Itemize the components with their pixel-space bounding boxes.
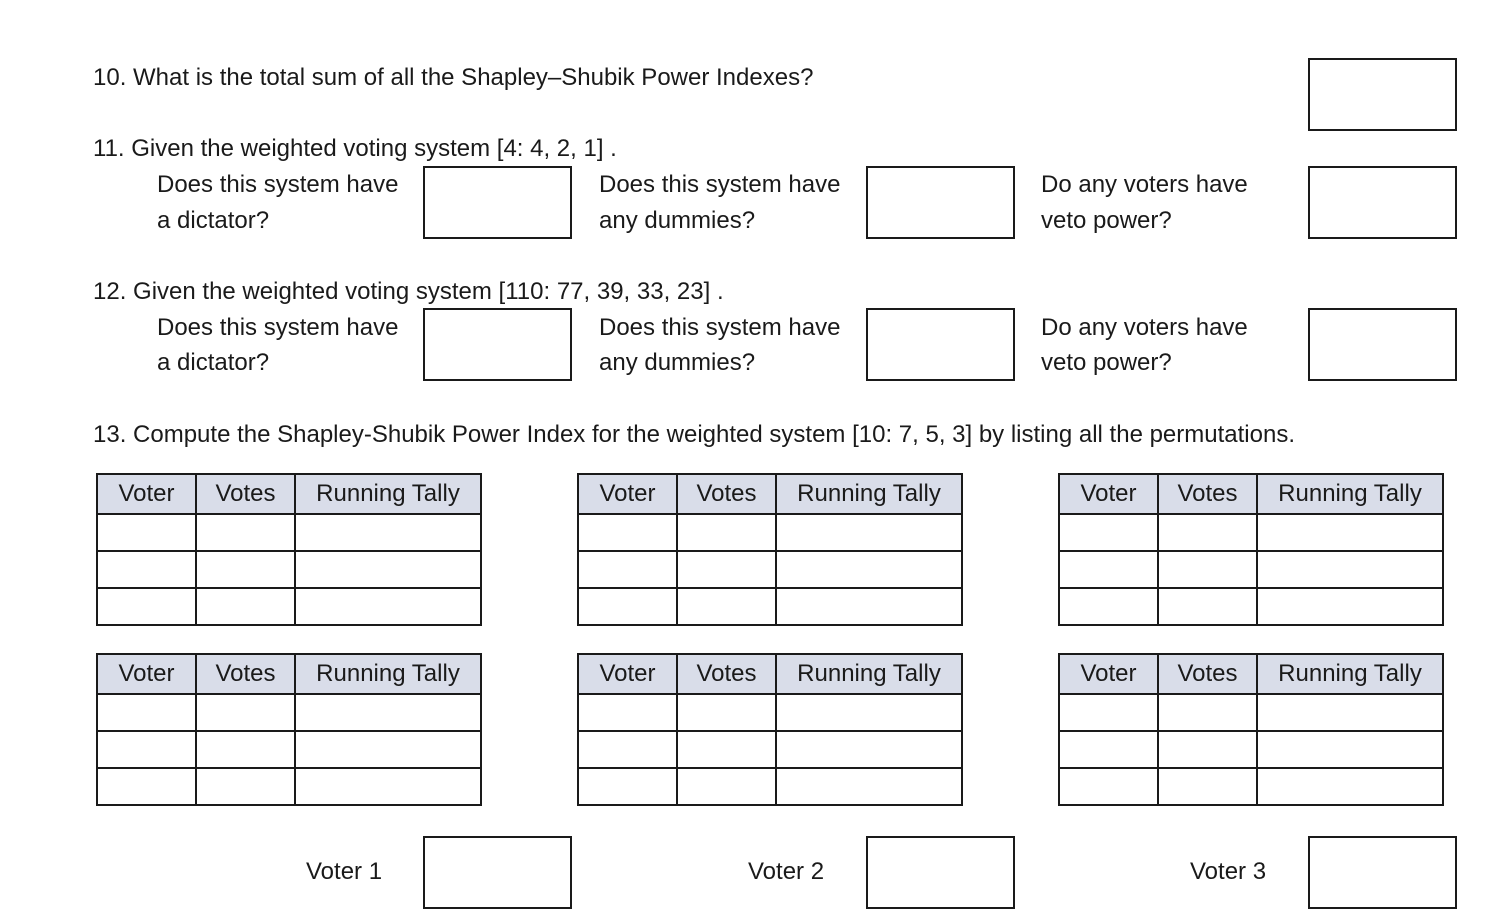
answer-box-q11-dummies[interactable] — [866, 166, 1015, 239]
table-cell[interactable] — [776, 694, 962, 731]
table-cell[interactable] — [1059, 551, 1158, 588]
table-cell[interactable] — [196, 514, 295, 551]
header-running-tally: Running Tally — [1257, 474, 1443, 514]
table-cell[interactable] — [295, 694, 481, 731]
header-votes: Votes — [1158, 654, 1257, 694]
table-cell[interactable] — [578, 694, 677, 731]
table-cell[interactable] — [295, 768, 481, 805]
table-cell[interactable] — [1257, 694, 1443, 731]
header-votes: Votes — [677, 474, 776, 514]
table-row — [578, 768, 962, 805]
answer-box-voter-2[interactable] — [866, 836, 1015, 909]
q11-veto-label-line2: veto power? — [1041, 207, 1172, 234]
permutation-table-1 — [96, 473, 482, 626]
answer-box-q11-dictator[interactable] — [423, 166, 572, 239]
table-cell[interactable] — [1257, 551, 1443, 588]
table-cell[interactable] — [1158, 551, 1257, 588]
header-voter: Voter — [97, 654, 196, 694]
table-cell[interactable] — [1158, 731, 1257, 768]
header-votes: Votes — [196, 474, 295, 514]
table-cell[interactable] — [97, 768, 196, 805]
table-cell[interactable] — [1059, 694, 1158, 731]
header-voter: Voter — [1059, 654, 1158, 694]
table-row — [578, 551, 962, 588]
table-row — [97, 694, 481, 731]
table-cell[interactable] — [1059, 768, 1158, 805]
table-cell[interactable] — [196, 731, 295, 768]
table-cell[interactable] — [677, 694, 776, 731]
table-cell[interactable] — [776, 588, 962, 625]
table-cell[interactable] — [1158, 514, 1257, 551]
table-row — [1059, 731, 1443, 768]
header-running-tally: Running Tally — [295, 654, 481, 694]
table-cell[interactable] — [578, 768, 677, 805]
answer-box-q12-dummies[interactable] — [866, 308, 1015, 381]
header-votes: Votes — [1158, 474, 1257, 514]
table-cell[interactable] — [776, 731, 962, 768]
table-row — [578, 694, 962, 731]
table-cell[interactable] — [1158, 768, 1257, 805]
table-cell[interactable] — [677, 514, 776, 551]
table-row — [97, 514, 481, 551]
table-row — [578, 588, 962, 625]
q12-veto-label-line2: veto power? — [1041, 349, 1172, 376]
table-cell[interactable] — [97, 551, 196, 588]
table-cell[interactable] — [1257, 768, 1443, 805]
table-cell[interactable] — [578, 731, 677, 768]
q12-dictator-label-line1: Does this system have — [157, 314, 399, 341]
voter-3-label: Voter 3 — [1190, 858, 1267, 885]
q11-dictator-label-line2: a dictator? — [157, 207, 270, 234]
header-voter: Voter — [578, 654, 677, 694]
q11-dummies-label-line2: any dummies? — [599, 207, 756, 234]
table-cell[interactable] — [295, 514, 481, 551]
table-cell[interactable] — [578, 514, 677, 551]
table-cell[interactable] — [1257, 588, 1443, 625]
q12-veto-label-line1: Do any voters have — [1041, 314, 1248, 341]
table-cell[interactable] — [1158, 694, 1257, 731]
table-row — [1059, 768, 1443, 805]
table-row — [1059, 588, 1443, 625]
table-row — [1059, 514, 1443, 551]
table-cell[interactable] — [677, 731, 776, 768]
q11-veto-label-line1: Do any voters have — [1041, 171, 1248, 198]
table-row — [578, 514, 962, 551]
table-cell[interactable] — [1059, 514, 1158, 551]
q11-dummies-label-line1: Does this system have — [599, 171, 841, 198]
permutation-table-4 — [96, 653, 482, 806]
question-11-text: 11. Given the weighted voting system [4: 4, 2, 1] . — [93, 135, 617, 162]
q11-dictator-label-line1: Does this system have — [157, 171, 399, 198]
table-cell[interactable] — [776, 768, 962, 805]
header-running-tally: Running Tally — [776, 474, 962, 514]
table-cell[interactable] — [1257, 514, 1443, 551]
table-cell[interactable] — [196, 768, 295, 805]
question-12-text: 12. Given the weighted voting system [110: 77, 39, 33, 23] . — [93, 278, 724, 305]
header-running-tally: Running Tally — [1257, 654, 1443, 694]
table-cell[interactable] — [196, 588, 295, 625]
q12-dummies-label-line2: any dummies? — [599, 349, 756, 376]
header-running-tally: Running Tally — [776, 654, 962, 694]
permutation-table-2 — [577, 473, 963, 626]
table-cell[interactable] — [97, 694, 196, 731]
header-voter: Voter — [578, 474, 677, 514]
table-cell[interactable] — [1059, 731, 1158, 768]
table-row — [97, 588, 481, 625]
answer-box-q10-sum[interactable] — [1308, 58, 1457, 131]
q12-dictator-label-line2: a dictator? — [157, 349, 270, 376]
table-row — [97, 768, 481, 805]
table-cell[interactable] — [1158, 588, 1257, 625]
table-row — [1059, 551, 1443, 588]
table-row — [97, 551, 481, 588]
table-cell[interactable] — [1059, 588, 1158, 625]
table-cell[interactable] — [295, 551, 481, 588]
answer-box-voter-1[interactable] — [423, 836, 572, 909]
table-cell[interactable] — [97, 514, 196, 551]
table-cell[interactable] — [776, 514, 962, 551]
q12-dummies-label-line1: Does this system have — [599, 314, 841, 341]
table-row — [1059, 694, 1443, 731]
header-voter: Voter — [1059, 474, 1158, 514]
table-cell[interactable] — [677, 551, 776, 588]
table-cell[interactable] — [295, 731, 481, 768]
table-cell[interactable] — [196, 551, 295, 588]
permutation-table-5 — [577, 653, 963, 806]
header-running-tally: Running Tally — [295, 474, 481, 514]
permutation-table-3 — [1058, 473, 1444, 626]
answer-box-q12-veto[interactable] — [1308, 308, 1457, 381]
question-10-text: 10. What is the total sum of all the Shapley–Shubik Power Indexes? — [93, 64, 814, 91]
answer-box-q11-veto[interactable] — [1308, 166, 1457, 239]
table-cell[interactable] — [677, 588, 776, 625]
table-cell[interactable] — [776, 551, 962, 588]
table-cell[interactable] — [578, 588, 677, 625]
header-votes: Votes — [196, 654, 295, 694]
answer-box-voter-3[interactable] — [1308, 836, 1457, 909]
voter-1-label: Voter 1 — [306, 858, 383, 885]
table-cell[interactable] — [578, 551, 677, 588]
table-row — [578, 731, 962, 768]
table-cell[interactable] — [97, 731, 196, 768]
table-cell[interactable] — [677, 768, 776, 805]
voter-2-label: Voter 2 — [748, 858, 825, 885]
table-cell[interactable] — [295, 588, 481, 625]
table-row — [97, 731, 481, 768]
answer-box-q12-dictator[interactable] — [423, 308, 572, 381]
table-cell[interactable] — [196, 694, 295, 731]
permutation-table-6 — [1058, 653, 1444, 806]
header-voter: Voter — [97, 474, 196, 514]
header-votes: Votes — [677, 654, 776, 694]
table-cell[interactable] — [97, 588, 196, 625]
table-cell[interactable] — [1257, 731, 1443, 768]
question-13-text: 13. Compute the Shapley-Shubik Power Index for the weighted system [10: 7, 5, 3] by listing all the permutations. — [93, 421, 1295, 448]
